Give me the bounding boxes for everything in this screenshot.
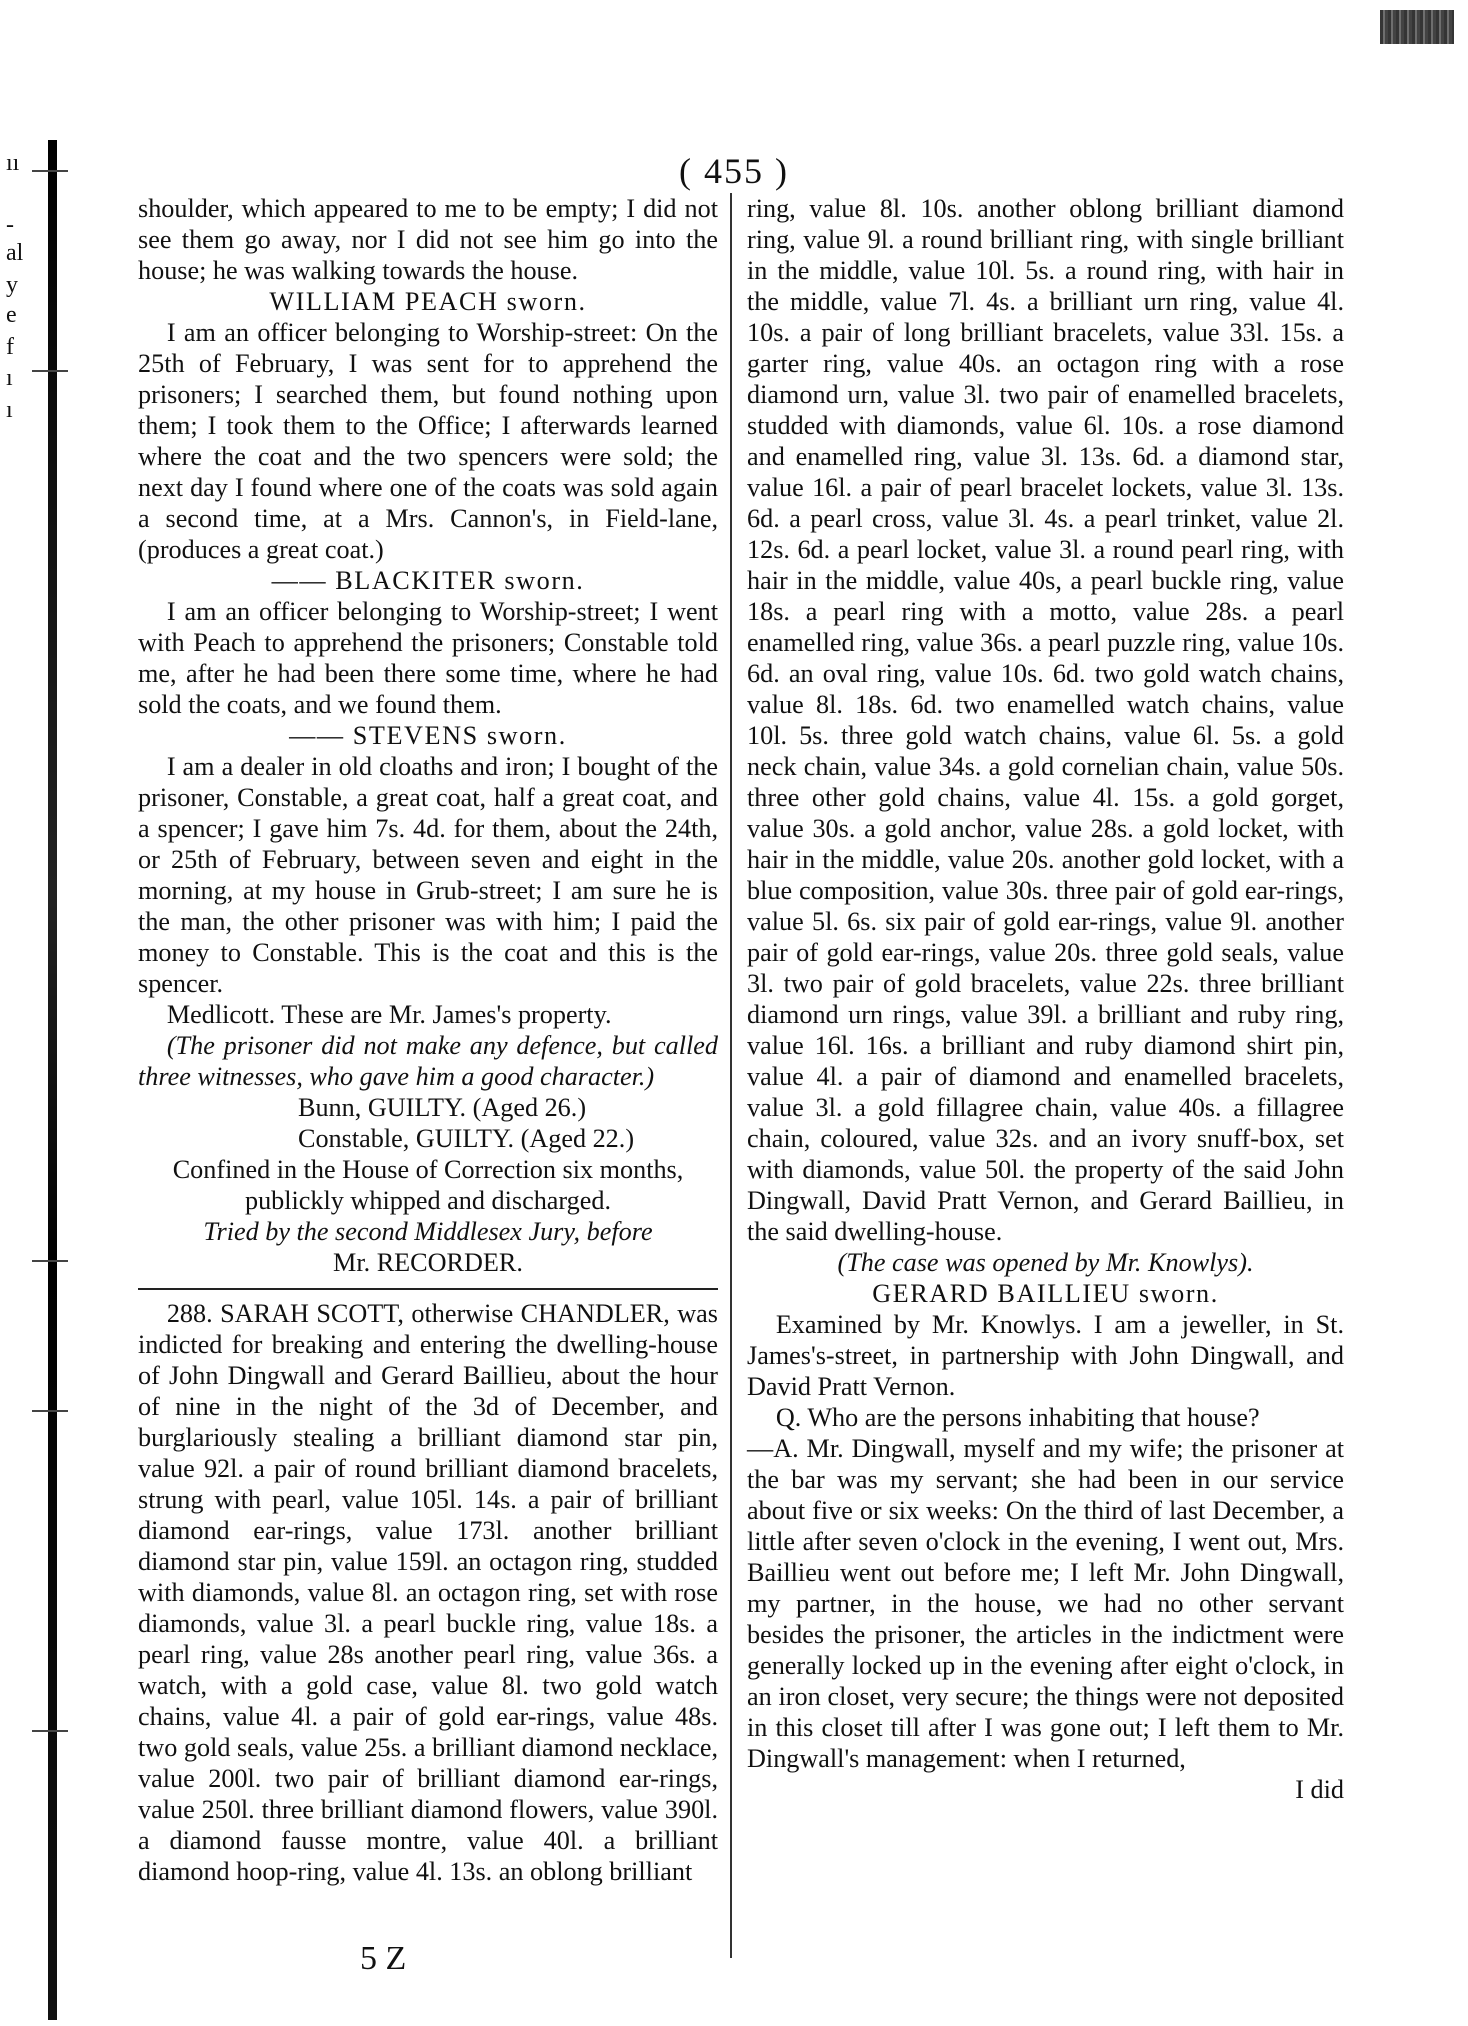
catchword: I did — [1295, 1775, 1344, 1804]
recorder-line: Mr. RECORDER. — [333, 1248, 523, 1277]
margin-letter: - — [6, 212, 14, 238]
margin-letter: ı — [6, 397, 13, 423]
page-number: ( 455 ) — [679, 151, 789, 191]
witness-heading: GERARD BAILLIEU sworn. — [872, 1279, 1219, 1308]
column-rule — [730, 193, 732, 1958]
jury-line: Tried by the second Middlesex Jury, before — [203, 1217, 653, 1246]
margin-letter: y — [6, 272, 18, 298]
paragraph: Q. Who are the persons inhabiting that house? — [775, 1403, 1260, 1432]
witness-heading: —— STEVENS sworn. — [289, 721, 567, 750]
margin-letter: al — [6, 240, 24, 266]
paragraph: Medlicott. These are Mr. James's property. — [166, 1000, 612, 1029]
verdict: Constable, GUILTY. (Aged 22.) — [298, 1124, 635, 1153]
margin-letter: e — [6, 302, 17, 328]
sentence: Confined in the House of Correction six months, publickly whipped and discharged. — [172, 1155, 684, 1215]
margin-letter: ı — [6, 365, 13, 391]
case-separator — [138, 1288, 718, 1290]
right-column — [747, 193, 1344, 1805]
paragraph: (The prisoner did not make any defence, but called three witnesses, who gave him a good character.) — [138, 1031, 718, 1091]
witness-heading: —— BLACKITER sworn. — [271, 566, 585, 595]
paragraph: I am a dealer in old cloaths and iron; I bought of the prisoner, Constable, a great coat, half a great coat, and a spencer; I gave him 7s. 4d. for them, about the 24th, or 25th of February, between seven and eight in the morning, at my house in Grub-street; I am sure he is the man, the other prisoner was with him; I paid the money to Constable. This is the coat and this is the spencer. — [138, 752, 718, 998]
margin-letter: ıı — [6, 150, 20, 176]
library-stamp — [1380, 10, 1454, 44]
verdict: Bunn, GUILTY. (Aged 26.) — [298, 1093, 587, 1122]
paragraph: I am an officer belonging to Worship-street: On the 25th of February, I was sent for to apprehend the prisoners; I searched them, but found nothing upon them; I took them to the Office; I afterwards learned where the coat and the two spencers were sold; the next day I found where one of the coats was sold again a second time, at a Mrs. Cannon's, in Field-lane, (produces a great coat.) — [138, 318, 718, 564]
paragraph: ring, value 8l. 10s. another oblong brilliant diamond ring, value 9l. a round brilliant ring, with single brilliant in the middle, value 10l. 5s. a round ring, with hair in the middle, value 7l. 4s. a brilliant urn ring, value 4l. 10s. a pair of long brilliant bracelets, value 33l. 15s. a garter ring, value 40s. an octagon ring with a rose diamond urn, value 3l. two pair of enamelled bracelets, studded with diamonds, value 6l. 10s. a rose diamond and enamelled ring, value 3l. 13s. 6d. a diamond star, value 16l. a pair of pearl bracelet lockets, value 3l. 13s. 6d. a pearl cross, value 3l. 4s. a pearl trinket, value 2l. 12s. 6d. a pearl locket, value 3l. a round pearl ring, with hair in the middle, value 40s, a pearl buckle ring, value 18s. a pearl ring with a motto, value 28s. a pearl enamelled ring, value 36s. a pearl puzzle ring, value 10s. 6d. an oval ring, value 10s. 6d. two gold watch chains, value 8l. 18s. 6d. two enamelled watch chains, value 10l. 5s. three gold watch chains, value 6l. 5s. a gold neck chain, value 34s. a gold cornelian chain, value 50s. three other gold chains, value 4l. 15s. a gold gorget, value 30s. a gold anchor, value 28s. a gold locket, with hair in the middle, value 20s. another gold locket, with a blue composition, value 30s. three pair of gold ear-rings, value 5l. 6s. six pair of gold ear-rings, value 9l. another pair of gold ear-rings, value 20s. three gold seals, value 3l. two pair of gold bracelets, value 22s. three brilliant diamond urn rings, value 39l. a brilliant and ruby ring, value 16l. 16s. a brilliant and ruby diamond shirt pin, value 4l. a pair of diamond and enamelled bracelets, value 3l. a gold fillagree chain, value 40s. a fillagree chain, coloured, value 32s. and an ivory snuff-box, set with diamonds, value 50l. the property of the said John Dingwall, David Pratt Vernon, and Gerard Baillieu, in the said dwelling-house. — [747, 194, 1344, 1246]
binding-edge — [42, 140, 62, 2020]
signature-mark: 5 Z — [360, 1940, 407, 1977]
paragraph: (The case was opened by Mr. Knowlys). — [837, 1248, 1254, 1277]
margin-letter: f — [6, 334, 14, 360]
paragraph: —A. Mr. Dingwall, myself and my wife; the prisoner at the bar was my servant; she had been in our service about five or six weeks: On the third of last December, a little after seven o'clock in the evening, I went out, Mrs. Baillieu went out before me; I left Mr. John Dingwall, my partner, in the house, we had no other servant besides the prisoner, the articles in the indictment were generally locked up in the evening after eight o'clock, in an iron closet, very secure; the things were not deposited in this closet till after I was gone out; I left them to Mr. Dingwall's management: when I returned, — [747, 1434, 1344, 1773]
paragraph: Examined by Mr. Knowlys. I am a jeweller, in St. James's-street, in partnership with John Dingwall, and David Pratt Vernon. — [747, 1310, 1344, 1401]
paragraph: shoulder, which appeared to me to be empty; I did not see them go away, nor I did not see him go into the house; he was walking towards the house. — [138, 194, 718, 285]
paragraph: I am an officer belonging to Worship-street; I went with Peach to apprehend the prisoners; Constable told me, after he had been there some time, where he had sold the coats, and we found them. — [138, 597, 718, 719]
left-column — [138, 193, 718, 1887]
paragraph: 288. SARAH SCOTT, otherwise CHANDLER, was indicted for breaking and entering the dwelling-house of John Dingwall and Gerard Baillieu, about the hour of nine in the night of the 3d of December, and burglariously stealing a brilliant diamond star pin, value 92l. a pair of round brilliant diamond bracelets, strung with pearl, value 105l. 14s. a pair of brilliant diamond ear-rings, value 173l. another brilliant diamond star pin, value 159l. an octagon ring, studded with diamonds, value 8l. an octagon ring, set with rose diamonds, value 3l. a pearl buckle ring, value 18s. a pearl ring, value 28s another pearl ring, value 36s. a watch, with a gold case, value 8l. two gold watch chains, value 4l. a pair of gold ear-rings, value 48s. two gold seals, value 25s. a brilliant diamond necklace, value 200l. two pair of brilliant diamond ear-rings, value 250l. three brilliant diamond flowers, value 390l. a diamond fausse montre, value 40l. a brilliant diamond hoop-ring, value 4l. 13s. an oblong brilliant — [138, 1299, 718, 1886]
witness-heading: WILLIAM PEACH sworn. — [269, 287, 587, 316]
